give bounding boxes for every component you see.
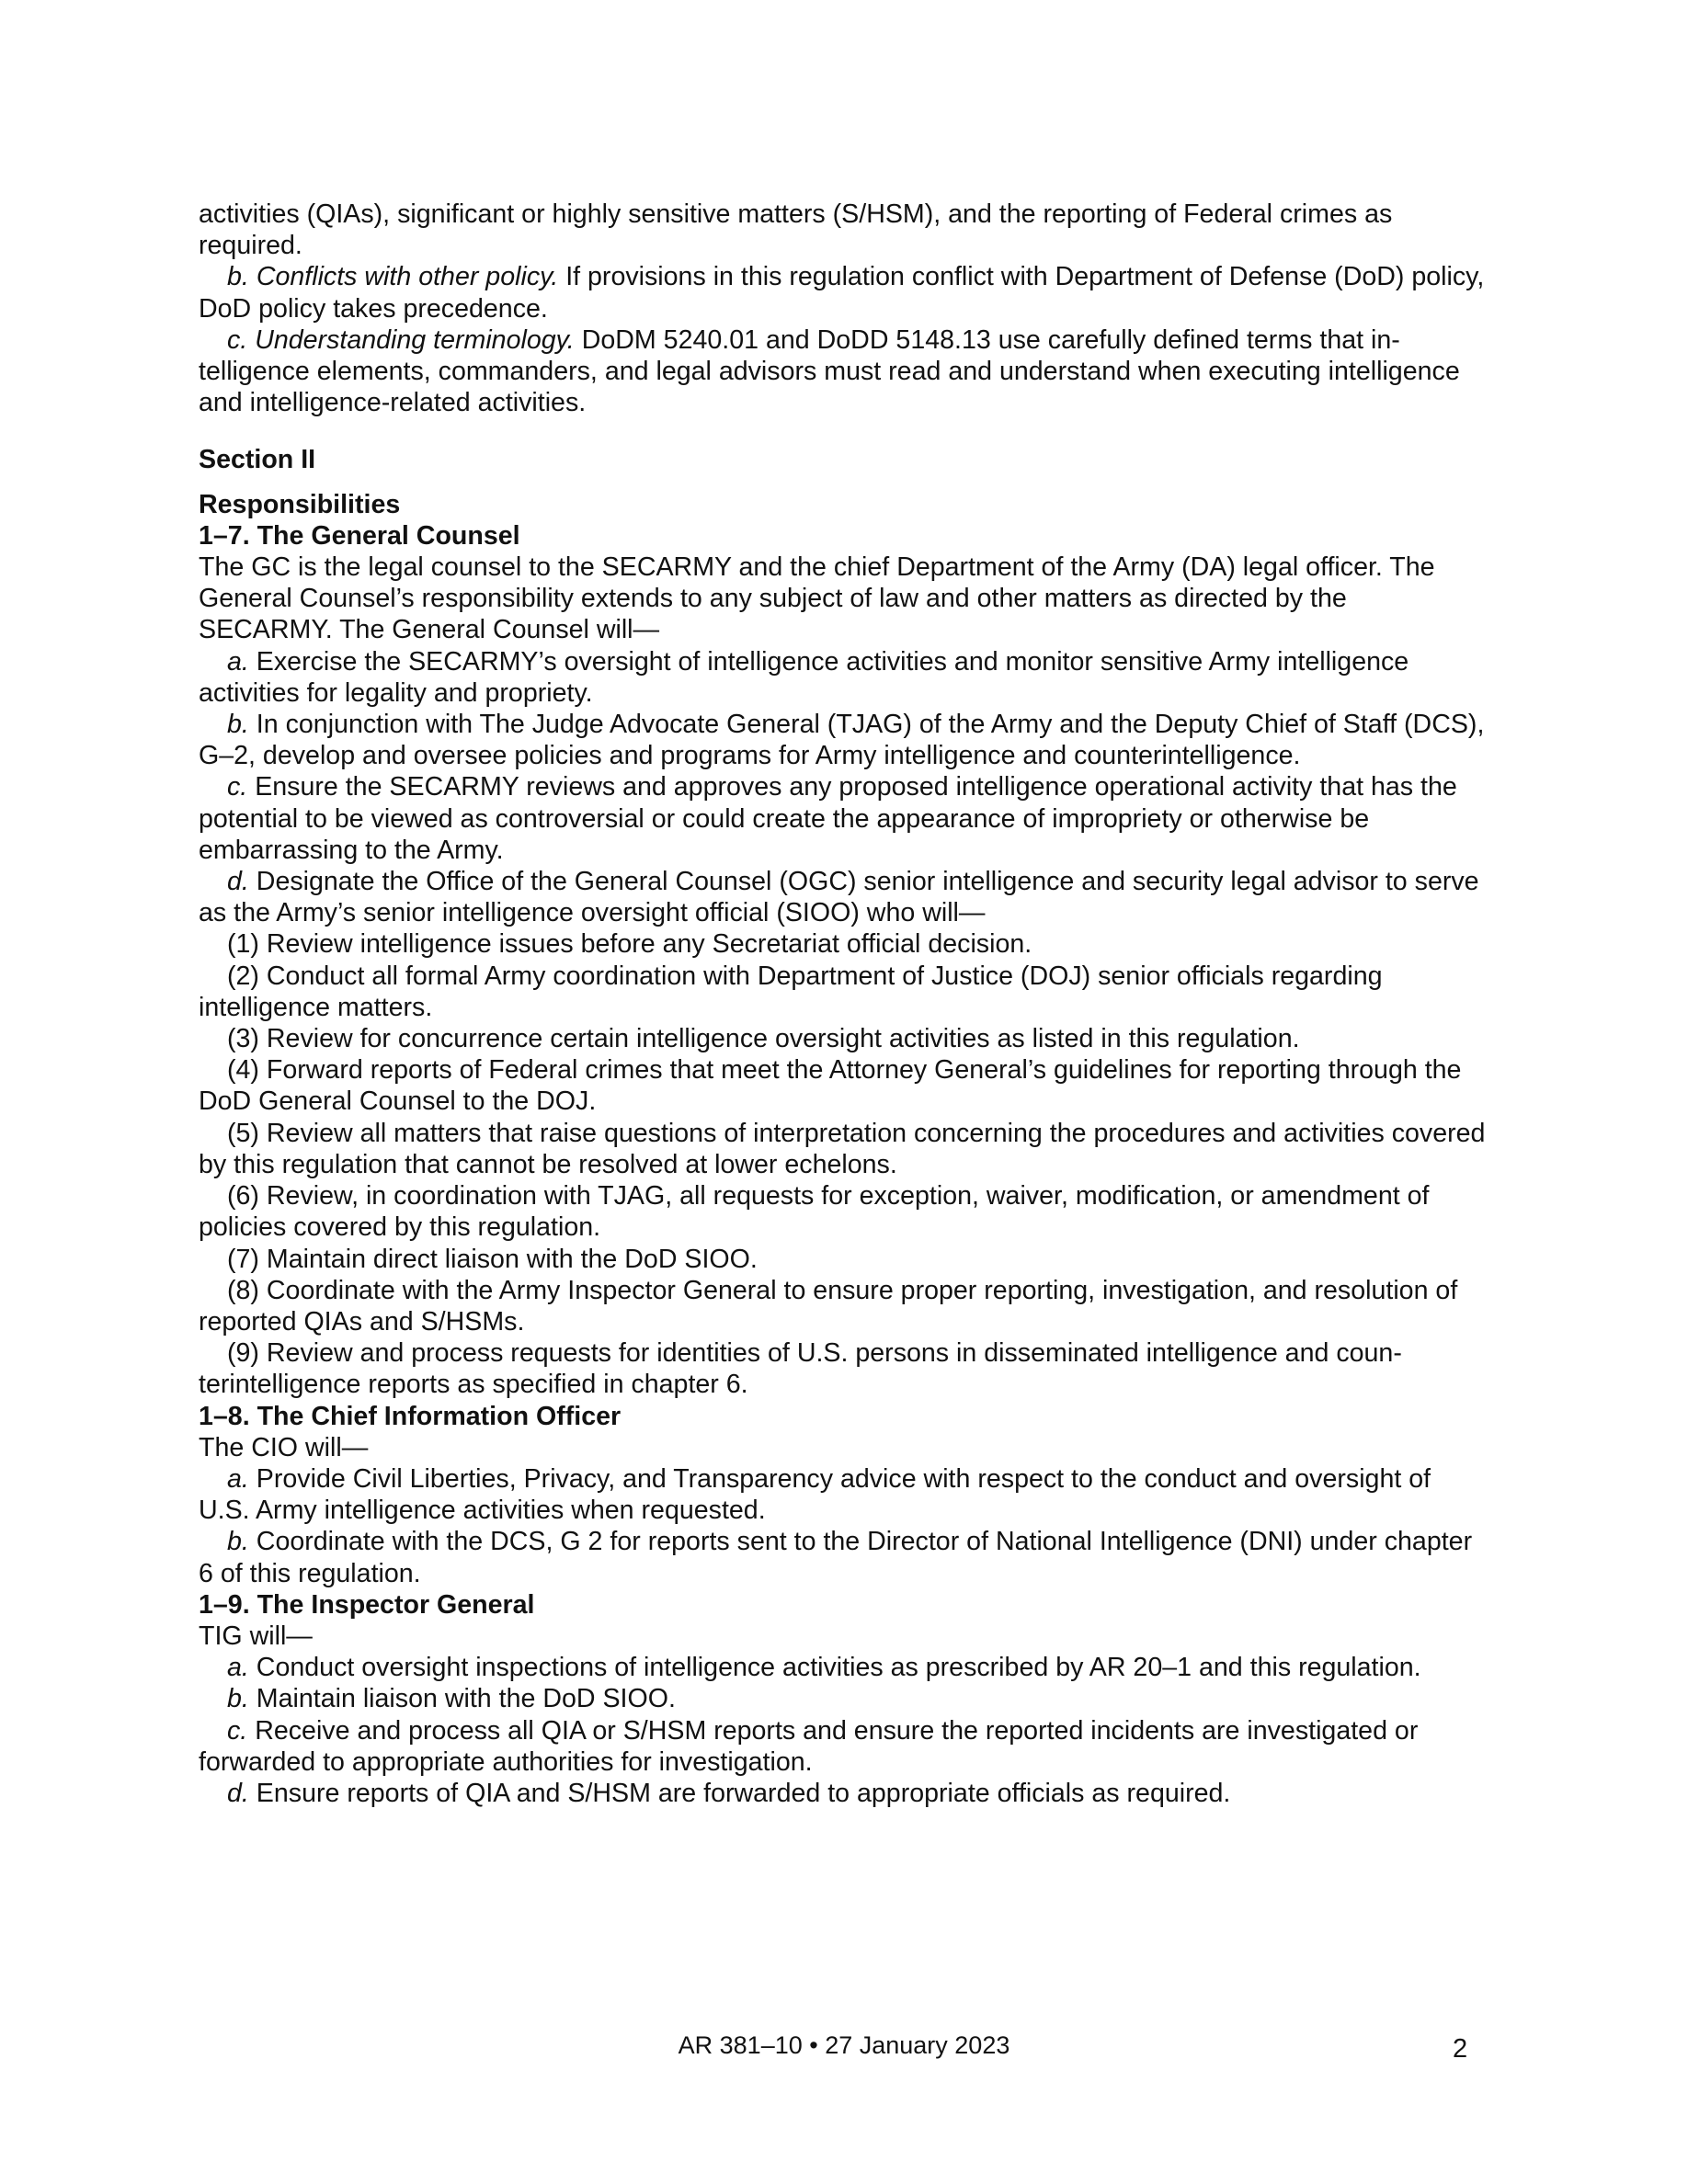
paragraph-c-title: Understanding terminology. (255, 324, 575, 355)
s19-item-c-marker: c. (227, 1715, 248, 1746)
s17-item-a-marker: a. (227, 646, 249, 677)
s19-item-c (199, 1715, 1486, 1778)
s17-subitem-4: (4) Forward reports of Federal crimes that meet the Attorney General’s guidelines for reporting through the DoD General Counsel to the DOJ. (199, 1055, 1462, 1117)
s17-subitem-2: (2) Conduct all formal Army coordination with Department of Justice (DOJ) senior officials regarding intelligence matters. (199, 961, 1383, 1022)
paragraph-c (199, 324, 1486, 419)
paragraph-c-marker: c. (227, 324, 248, 355)
s19-item-a (199, 1652, 1486, 1683)
s17-item-c-marker: c. (227, 772, 248, 802)
paragraph-b-text: If provisions in this regulation conflict with Department of Defense (DoD) policy, DoD policy takes precedence. (199, 262, 1485, 324)
s17-subitem-9: (9) Review and process requests for identities of U.S. persons in disseminated intelligence and counterintelligence reports as specified in chapter 6. (199, 1338, 1402, 1400)
s18-item-b-text: Coordinate with the DCS, G 2 for reports sent to the Director of National Intelligence (DNI) under chapter 6 of this regulation. (199, 1527, 1473, 1588)
s19-item-d (199, 1778, 1486, 1809)
s18-item-b-marker: b. (227, 1527, 249, 1557)
s19-item-a-marker: a. (227, 1653, 249, 1683)
s18-item-a-marker: a. (227, 1463, 249, 1494)
s17-subitem-6: (6) Review, in coordination with TJAG, all requests for exception, waiver, modification, or amendment of policies covered by this regulation. (199, 1181, 1430, 1243)
s17-item-d (199, 866, 1486, 928)
footer-page-number: 2 (1453, 2034, 1468, 2064)
paragraph-b-marker: b. (227, 262, 249, 292)
s17-item-d-text: Designate the Office of the General Counsel (OGC) senior intelligence and security legal advisor to serve as the Army’s senior intelligence oversight official (SIOO) who will— (199, 867, 1479, 928)
s18-intro: The CIO will— (199, 1432, 369, 1462)
s17-subitem-8: (8) Coordinate with the Army Inspector General to ensure proper reporting, investigation, and resolution of reported QIAs and S/HSMs. (199, 1275, 1458, 1337)
heading-1-9: 1–9. The Inspector General (199, 1589, 535, 1620)
s18-item-a (199, 1463, 1486, 1526)
s17-subitem-7: (7) Maintain direct liaison with the DoD SIOO. (227, 1244, 758, 1274)
s17-subitem-1: (1) Review intelligence issues before any Secretariat official decision. (227, 929, 1032, 960)
s19-intro: TIG will— (199, 1621, 313, 1651)
s19-item-b-marker: b. (227, 1684, 249, 1714)
s19-item-b (199, 1683, 1486, 1714)
s19-item-b-text: Maintain liaison with the DoD SIOO. (248, 1684, 676, 1714)
paragraph-b (199, 261, 1486, 324)
section-title: Responsibilities (199, 489, 401, 519)
page-footer (0, 2030, 1688, 2066)
s19-item-c-text: Receive and process all QIA or S/HSM reports and ensure the reported incidents are investigated or forwarded to appropriate authorities for investigation. (199, 1715, 1419, 1777)
page-content (199, 199, 1486, 1809)
heading-1-7: 1–7. The General Counsel (199, 520, 520, 551)
paragraph-c-text: DoDM 5240.01 and DoDD 5148.13 use carefully defined terms that intelligence elements, commanders, and legal advisors must read and understand when executing intelligence and intelligence-related activities. (199, 324, 1460, 418)
s18-item-b (199, 1526, 1486, 1588)
s19-item-d-text: Ensure reports of QIA and S/HSM are forwarded to appropriate officials as required. (248, 1778, 1231, 1808)
s17-intro: The GC is the legal counsel to the SECARMY and the chief Department of the Army (DA) legal officer. The General Counsel’s responsibility extends to any subject of law and other matters as directed by the SECARMY. The General Counsel will— (199, 552, 1435, 645)
s17-subitem-3: (3) Review for concurrence certain intelligence oversight activities as listed in this regulation. (227, 1024, 1300, 1054)
s17-subitem-5: (5) Review all matters that raise questions of interpretation concerning the procedures and activities covered by this regulation that cannot be resolved at lower echelons. (199, 1118, 1486, 1179)
s18-item-a-text: Provide Civil Liberties, Privacy, and Transparency advice with respect to the conduct and oversight of U.S. Army intelligence activities when requested. (199, 1463, 1431, 1526)
s17-item-b-marker: b. (227, 710, 249, 740)
section-label: Section II (199, 445, 316, 475)
s17-item-a (199, 646, 1486, 709)
s17-item-b (199, 709, 1486, 771)
s17-item-c-text: Ensure the SECARMY reviews and approves any proposed intelligence operational activity that has the potential to be viewed as controversial or could create the appearance of impropriety or otherwise be embarrassing to the Army. (199, 772, 1457, 865)
s19-item-d-marker: d. (227, 1778, 249, 1808)
s17-item-b-text: In conjunction with The Judge Advocate General (TJAG) of the Army and the Deputy Chief of Staff (DCS), G–2, develop and oversee policies and programs for Army intelligence and counterintelligence. (199, 710, 1485, 771)
heading-1-8: 1–8. The Chief Information Officer (199, 1401, 622, 1431)
footer-document-id: AR 381–10 • 27 January 2023 (678, 2031, 1010, 2059)
s19-item-a-text: Conduct oversight inspections of intelligence activities as prescribed by AR 20–1 and this regulation. (248, 1653, 1421, 1683)
paragraph-b-title: Conflicts with other policy. (256, 262, 559, 292)
s17-item-d-marker: d. (227, 867, 249, 897)
continued-paragraph: activities (QIAs), significant or highly sensitive matters (S/HSM), and the reporting of Federal crimes as required. (199, 199, 1393, 261)
s17-item-a-text: Exercise the SECARMY’s oversight of intelligence activities and monitor sensitive Army intelligence activities for legality and propriety. (199, 646, 1409, 708)
s17-item-c (199, 771, 1486, 866)
